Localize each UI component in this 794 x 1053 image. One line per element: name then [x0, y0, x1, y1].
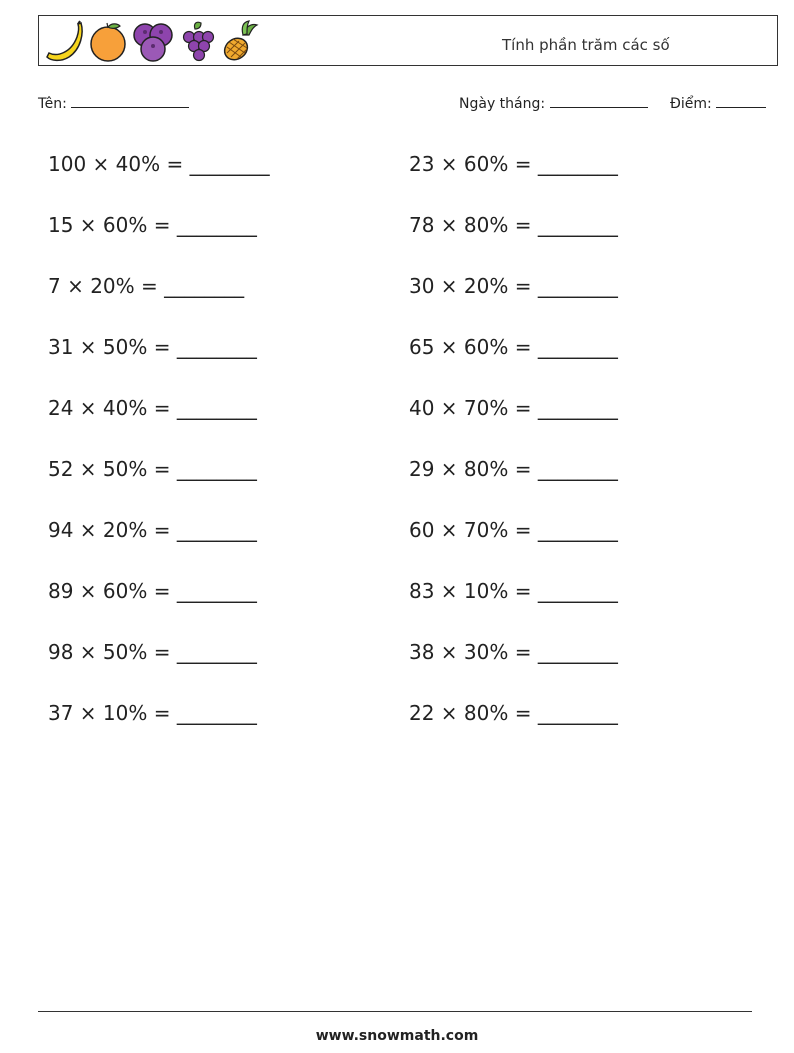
grapes-icon [177, 19, 217, 63]
fruit-icons [43, 19, 261, 63]
score-field [670, 94, 766, 112]
problem-item: 15 × 60% = ________ [48, 213, 257, 237]
problem-item: 78 × 80% = ________ [409, 213, 618, 237]
problem-item: 94 × 20% = ________ [48, 518, 257, 542]
problem-item: 60 × 70% = ________ [409, 518, 618, 542]
problem-item: 24 × 40% = ________ [48, 396, 257, 420]
name-blank[interactable] [71, 94, 189, 108]
name-label: Tên: [38, 96, 67, 112]
footer-site: www.snowmath.com [315, 1028, 479, 1044]
date-label: Ngày tháng: [459, 96, 546, 112]
problem-item: 83 × 10% = ________ [409, 579, 618, 603]
date-blank[interactable] [550, 94, 648, 108]
problem-item: 22 × 80% = ________ [409, 701, 618, 725]
pineapple-icon [219, 19, 261, 63]
problem-item: 7 × 20% = ________ [48, 274, 245, 298]
score-label: Điểm: [670, 96, 712, 112]
banana-icon [43, 19, 85, 63]
plums-icon [131, 19, 175, 63]
problem-item: 65 × 60% = ________ [409, 335, 618, 359]
worksheet-title: Tính phần trăm các số [502, 36, 670, 54]
problem-item: 31 × 50% = ________ [48, 335, 257, 359]
date-field [459, 94, 648, 112]
problem-item: 40 × 70% = ________ [409, 396, 618, 420]
problem-item: 100 × 40% = ________ [48, 152, 270, 176]
problem-item: 38 × 30% = ________ [409, 640, 618, 664]
score-blank[interactable] [716, 94, 766, 108]
problem-item: 29 × 80% = ________ [409, 457, 618, 481]
problem-item: 89 × 60% = ________ [48, 579, 257, 603]
name-field [38, 94, 189, 112]
worksheet-header [38, 15, 778, 66]
problem-item: 98 × 50% = ________ [48, 640, 257, 664]
orange-icon [87, 19, 129, 63]
problem-item: 37 × 10% = ________ [48, 701, 257, 725]
footer-divider [38, 1011, 752, 1012]
problem-item: 23 × 60% = ________ [409, 152, 618, 176]
problem-item: 30 × 20% = ________ [409, 274, 618, 298]
problem-item: 52 × 50% = ________ [48, 457, 257, 481]
